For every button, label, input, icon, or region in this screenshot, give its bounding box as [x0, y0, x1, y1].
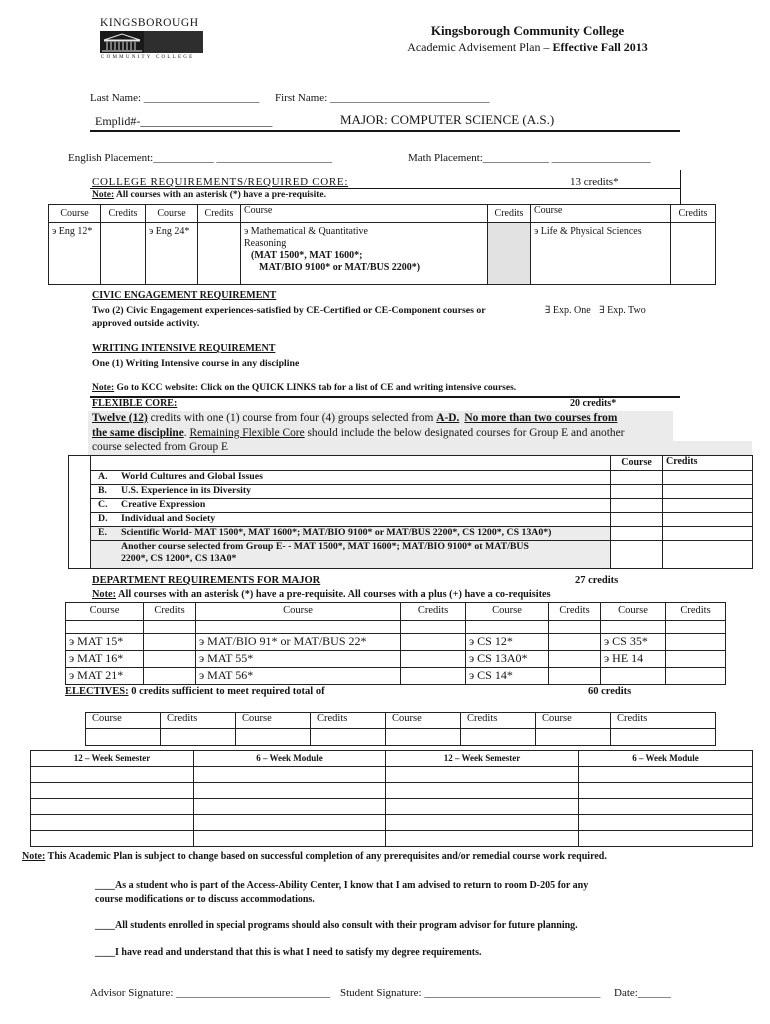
science-cell: э Life & Physical Sciences: [531, 223, 671, 285]
major-title: MAJOR: COMPUTER SCIENCE (A.S.): [340, 112, 555, 127]
first-name-field: First Name: _____________________________: [275, 92, 490, 104]
department-requirements-heading: DEPARTMENT REQUIREMENTS FOR MAJOR: [92, 575, 321, 586]
credits-cell: [671, 223, 716, 285]
table-header-row: [31, 751, 753, 767]
course-cell: э HE 14: [601, 651, 666, 668]
column-header: 12 – Week Semester: [31, 751, 194, 767]
credits-cell: [663, 499, 753, 513]
access-ability-statement: course modifications or to discuss accommodations.: [95, 894, 315, 905]
logo-tagline: COMMUNITY COLLEGE: [101, 55, 195, 60]
last-name-field: Last Name: _____________________: [90, 92, 260, 104]
plan-change-note: [22, 851, 607, 863]
note-label: Note:: [22, 851, 46, 862]
table-header-row: [66, 603, 726, 621]
special-programs-statement: ____All students enrolled in special programs should also consult with their program advisor for future planning.: [95, 920, 578, 931]
group-header-cell: [91, 456, 611, 471]
credits-cell: [144, 668, 196, 685]
college-title: Kingsborough Community College: [430, 23, 625, 38]
schedule-cell: [194, 799, 386, 815]
group-letter: A.: [98, 471, 108, 482]
table-row: [31, 831, 753, 847]
course-cell: э MAT 56*: [196, 668, 401, 685]
credits-cell: [144, 621, 196, 634]
credits-cell: [401, 668, 466, 685]
credits-cell: [549, 651, 601, 668]
experience-two-checkbox: ∃ Exp. Two: [599, 305, 646, 316]
date-line: Date:______: [614, 987, 671, 999]
column-header: Credits: [161, 713, 236, 729]
credits-cell: [663, 471, 753, 485]
note-text: This Academic Plan is subject to change based on successful completion of any prerequisites and/or remedial course work required.: [45, 851, 607, 862]
table-row: [69, 485, 753, 499]
campus-building-icon: [100, 31, 203, 53]
note-label: Note:: [92, 589, 117, 600]
column-header: Course: [49, 205, 101, 223]
course-cell: э CS 35*: [601, 634, 666, 651]
credits-cell: [161, 729, 236, 746]
effective-term: Effective Fall 2013: [552, 40, 648, 54]
civic-engagement-heading: CIVIC ENGAGEMENT REQUIREMENT: [92, 290, 277, 301]
credits-cell: [401, 651, 466, 668]
course-cell: э MAT 16*: [66, 651, 144, 668]
required-core-heading: COLLEGE REQUIREMENTS/REQUIRED CORE:: [92, 176, 349, 188]
table-header-row: [49, 205, 716, 223]
credits-cell: [666, 668, 726, 685]
table-row: [86, 729, 716, 746]
table-row: [69, 541, 753, 569]
column-header: Credits: [671, 205, 716, 223]
column-header: Course: [66, 603, 144, 621]
note-text: Go to KCC website: Click on the QUICK LINKS tab for a list of CE and writing intensive courses.: [114, 383, 517, 393]
table-row: [66, 651, 726, 668]
group-name: Scientific World- MAT 1500*, MAT 1600*; MAT/BIO 9100* or MAT/BUS 2200*, CS 1200*, CS 13A0*): [121, 527, 552, 538]
table-row: [31, 783, 753, 799]
column-header: Course: [236, 713, 311, 729]
civic-engagement-text: approved outside activity.: [92, 318, 200, 329]
column-header: Credits: [549, 603, 601, 621]
course-cell: э MAT 21*: [66, 668, 144, 685]
plan-name: Academic Advisement Plan –: [407, 40, 553, 54]
required-core-note: [92, 190, 326, 201]
acknowledgement-statement: ____I have read and understand that this is what I need to satisfy my degree requirements.: [95, 947, 482, 958]
credits-cell: [666, 634, 726, 651]
logo-wordmark: KINGSBOROUGH: [100, 17, 199, 29]
required-core-credits: 13 credits*: [570, 176, 619, 188]
course-cell: [386, 729, 461, 746]
department-requirements-table: [65, 602, 726, 685]
schedule-cell: [579, 831, 753, 847]
table-row: [31, 815, 753, 831]
credits-cell: [144, 651, 196, 668]
column-header: Credits: [663, 456, 753, 471]
course-cell: [601, 621, 666, 634]
writing-intensive-text: One (1) Writing Intensive course in any discipline: [92, 358, 300, 369]
kcc-website-note: [92, 383, 516, 394]
group-cell: [91, 527, 611, 541]
table-header-row: [86, 713, 716, 729]
instruction-text: should include the below designated courses for Group E and another: [304, 427, 625, 439]
course-cell: э CS 14*: [466, 668, 549, 685]
group-name: U.S. Experience in its Diversity: [121, 485, 252, 496]
writing-intensive-heading: WRITING INTENSIVE REQUIREMENT: [92, 343, 276, 354]
english-course-1-cell: э Eng 12*: [49, 223, 101, 285]
spacer-cell: [69, 541, 91, 569]
course-cell: [611, 485, 663, 499]
group-letter: C.: [98, 499, 108, 510]
schedule-cell: [31, 815, 194, 831]
schedule-cell: [386, 767, 579, 783]
column-header: Credits: [198, 205, 241, 223]
emplid-field: Emplid#-______________________: [95, 114, 273, 128]
credits-cell: [663, 527, 753, 541]
spacer-cell: [69, 485, 91, 499]
credits-cell: [549, 621, 601, 634]
credits-cell: [611, 729, 716, 746]
advisor-signature-line: Advisor Signature: ____________________________: [90, 987, 331, 999]
electives-table: [85, 712, 716, 746]
spacer-cell: [69, 456, 91, 471]
another-course-cell: [91, 541, 611, 569]
credits-cell: [666, 651, 726, 668]
plan-subtitle: [380, 41, 675, 55]
column-header: Credits: [101, 205, 146, 223]
math-placement-field: Math Placement:____________ __________________: [408, 152, 651, 164]
twelve-credits-emphasis: Twelve (12): [92, 412, 148, 424]
table-row: [69, 527, 753, 541]
column-header: Credits: [401, 603, 466, 621]
flexible-core-instructions: [92, 427, 624, 440]
table-header-row: [69, 456, 753, 471]
department-requirements-credits: 27 credits: [575, 575, 619, 586]
column-header: 12 – Week Semester: [386, 751, 579, 767]
group-name: World Cultures and Global Issues: [121, 471, 263, 482]
flexible-core-credits: 20 credits*: [570, 398, 617, 409]
schedule-cell: [386, 783, 579, 799]
schedule-cell: [579, 767, 753, 783]
column-header: 6 – Week Module: [194, 751, 386, 767]
column-header: Credits: [488, 205, 531, 223]
schedule-cell: [386, 831, 579, 847]
note-text: All courses with an asterisk (*) have a pre-requisite. All courses with a plus (+) have a co-requisites: [116, 589, 551, 600]
schedule-cell: [194, 767, 386, 783]
schedule-cell: [31, 783, 194, 799]
credits-cell: [549, 634, 601, 651]
civic-experience-options: [545, 305, 646, 317]
column-header: Course: [611, 456, 663, 471]
table-row: [69, 513, 753, 527]
schedule-cell: [386, 815, 579, 831]
same-discipline-emphasis: the same discipline: [92, 427, 184, 439]
schedule-cell: [579, 783, 753, 799]
course-cell: [66, 621, 144, 634]
course-cell: [86, 729, 161, 746]
course-cell: э MAT 15*: [66, 634, 144, 651]
flexible-core-heading: FLEXIBLE CORE:: [92, 398, 178, 409]
course-cell: [611, 471, 663, 485]
discipline-limit: No more than two courses from: [464, 412, 618, 424]
table-row: [69, 471, 753, 485]
column-header: Course: [86, 713, 161, 729]
experience-one-checkbox: ∃ Exp. One: [545, 305, 591, 316]
credits-cell: [666, 621, 726, 634]
credits-cell: [488, 223, 531, 285]
column-header: Course: [601, 603, 666, 621]
course-cell: [611, 513, 663, 527]
department-note: [92, 589, 551, 601]
course-cell: [466, 621, 549, 634]
electives-label: ELECTIVES:: [65, 686, 129, 697]
spacer-cell: [69, 527, 91, 541]
schedule-cell: [31, 767, 194, 783]
required-core-table: [48, 204, 716, 285]
group-cell: [91, 513, 611, 527]
access-ability-statement: ____As a student who is part of the Access-Ability Center, I know that I am advised to return to room D-205 for any: [95, 880, 589, 891]
column-header: Course: [536, 713, 611, 729]
divider: [680, 170, 681, 204]
schedule-cell: [194, 815, 386, 831]
semester-schedule-table: [30, 750, 753, 847]
schedule-cell: [194, 831, 386, 847]
table-row: [66, 634, 726, 651]
column-header: Credits: [144, 603, 196, 621]
course-cell: [196, 621, 401, 634]
instruction-text: credits with one (1) course from four (4) groups selected from: [147, 412, 437, 424]
course-cell: [536, 729, 611, 746]
table-row: [69, 499, 753, 513]
group-letter: D.: [98, 513, 108, 524]
group-letter: B.: [98, 485, 107, 496]
math-line: Reasoning: [244, 238, 287, 249]
course-cell: э MAT 55*: [196, 651, 401, 668]
column-header: Course: [196, 603, 401, 621]
electives-line: [65, 686, 325, 698]
flexible-core-instructions: course selected from Group E: [92, 441, 229, 453]
table-row: [66, 621, 726, 634]
group-cell: [91, 471, 611, 485]
course-cell: [611, 527, 663, 541]
civic-engagement-text: Two (2) Civic Engagement experiences-satisfied by CE-Certified or CE-Component courses or: [92, 305, 486, 316]
another-course-text: Another course selected from Group E- - MAT 1500*, MAT 1600*; MAT/BIO 9100* ot MAT/BUS: [121, 541, 529, 552]
english-course-2-cell: э Eng 24*: [146, 223, 198, 285]
group-name: Creative Expression: [121, 499, 206, 510]
note-text: All courses with an asterisk (*) have a pre-requisite.: [114, 190, 326, 200]
column-header: Course: [241, 205, 488, 223]
table-row: [66, 668, 726, 685]
groups-range: A-D.: [436, 412, 460, 424]
electives-text: 0 credits sufficient to meet required total of: [128, 686, 325, 697]
schedule-cell: [31, 831, 194, 847]
divider: [90, 188, 680, 189]
credits-cell: [549, 668, 601, 685]
column-header: Course: [531, 205, 671, 223]
student-signature-line: Student Signature: ________________________________: [340, 987, 601, 999]
schedule-cell: [579, 799, 753, 815]
schedule-cell: [579, 815, 753, 831]
column-header: Credits: [311, 713, 386, 729]
math-reasoning-cell: [241, 223, 488, 285]
column-header: Credits: [611, 713, 716, 729]
column-header: Course: [386, 713, 461, 729]
course-cell: [611, 499, 663, 513]
spacer-cell: [69, 471, 91, 485]
credits-cell: [401, 634, 466, 651]
group-cell: [91, 499, 611, 513]
course-cell: э CS 12*: [466, 634, 549, 651]
note-label: Note:: [92, 190, 115, 200]
spacer-cell: [69, 513, 91, 527]
instruction-text: .: [183, 427, 190, 439]
column-header: Credits: [666, 603, 726, 621]
column-header: Course: [146, 205, 198, 223]
course-cell: э MAT/BIO 91* or MAT/BUS 22*: [196, 634, 401, 651]
math-line: MAT/BIO 9100* or MAT/BUS 2200*): [259, 262, 421, 273]
flexible-core-instructions: [92, 412, 617, 425]
credits-cell: [401, 621, 466, 634]
math-line: (MAT 1500*, MAT 1600*;: [251, 250, 363, 261]
credits-cell: [461, 729, 536, 746]
divider: [90, 130, 680, 132]
table-row: [49, 223, 716, 285]
column-header: Course: [466, 603, 549, 621]
math-line: э Mathematical & Quantitative: [244, 226, 368, 237]
total-credits: 60 credits: [588, 686, 632, 697]
college-logo: [100, 18, 203, 62]
table-row: [31, 767, 753, 783]
credits-cell: [311, 729, 386, 746]
course-cell: [611, 541, 663, 569]
column-header: Credits: [461, 713, 536, 729]
note-label: Note:: [92, 383, 115, 393]
schedule-cell: [31, 799, 194, 815]
course-cell: [236, 729, 311, 746]
another-course-text: 2200*, CS 1200*, CS 13A0*: [121, 552, 237, 564]
column-header: 6 – Week Module: [579, 751, 753, 767]
credits-cell: [101, 223, 146, 285]
credits-cell: [663, 513, 753, 527]
table-row: [31, 799, 753, 815]
flexible-core-table: [68, 455, 753, 569]
schedule-cell: [386, 799, 579, 815]
group-cell: [91, 485, 611, 499]
course-cell: э CS 13A0*: [466, 651, 549, 668]
remaining-flexible-core: Remaining Flexible Core: [189, 427, 305, 439]
credits-cell: [663, 485, 753, 499]
credits-cell: [198, 223, 241, 285]
spacer-cell: [69, 499, 91, 513]
group-letter: E.: [98, 527, 107, 538]
group-name: Individual and Society: [121, 513, 216, 524]
schedule-cell: [194, 783, 386, 799]
course-cell: [601, 668, 666, 685]
english-placement-field: English Placement:___________ _____________________: [68, 152, 332, 164]
credits-cell: [144, 634, 196, 651]
credits-cell: [663, 541, 753, 569]
